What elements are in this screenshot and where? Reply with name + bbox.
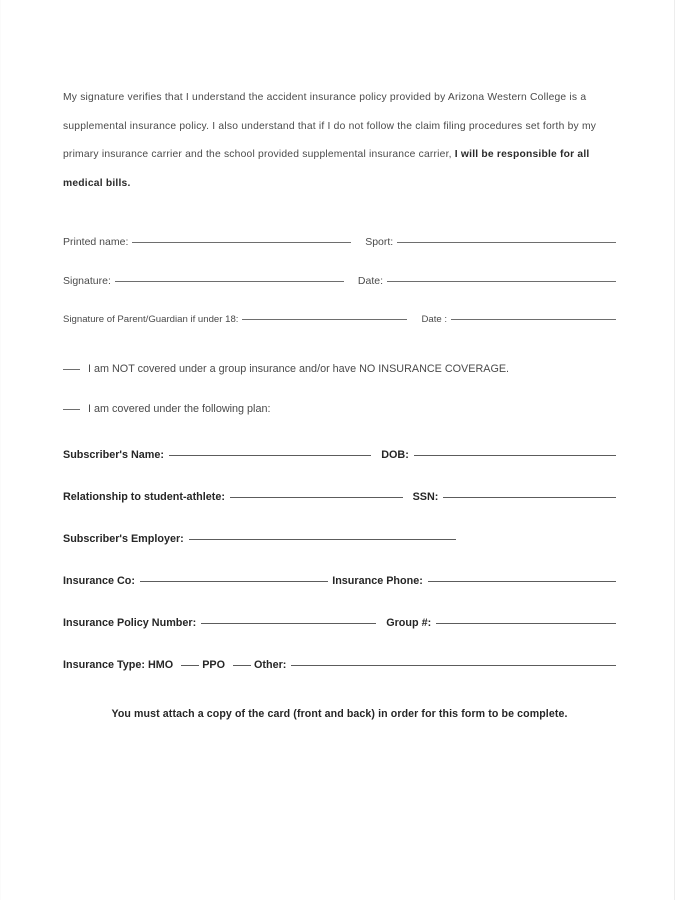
date-label: Date: [357, 275, 383, 287]
parent-signature-row [63, 314, 616, 325]
parent-date-input[interactable] [451, 319, 616, 320]
date-input[interactable] [387, 281, 616, 282]
insurance-phone-label: Insurance Phone: [332, 575, 423, 587]
insurance-co-row [63, 575, 616, 587]
dob-input[interactable] [414, 455, 616, 456]
printed-name-label: Printed name: [63, 236, 129, 248]
covered-label: I am covered under the following plan: [88, 403, 271, 415]
ssn-label: SSN: [412, 491, 439, 503]
insurance-type-label: Insurance Type: HMO [63, 659, 174, 671]
not-covered-checkbox-blank[interactable] [63, 369, 80, 370]
signature-row [63, 275, 616, 287]
coverage-option-not-covered[interactable] [63, 363, 616, 375]
parent-date-label: Date : [421, 314, 448, 325]
signature-input[interactable] [115, 281, 344, 282]
policy-number-input[interactable] [201, 623, 376, 624]
intro-text: My signature verifies that I understand the accident insurance policy provided by Arizona Western College is a supplemental insurance policy. I also understand that if I do not follow the claim filing procedures set forth by my primary insurance carrier and the school provided supplemental insurance carrier, [63, 92, 597, 160]
ppo-checkbox-blank[interactable] [233, 665, 251, 666]
dob-label: DOB: [381, 449, 409, 461]
attachment-note: You must attach a copy of the card (front and back) in order for this form to be complete. [111, 708, 568, 720]
ssn-input[interactable] [443, 497, 616, 498]
printed-name-input[interactable] [132, 242, 351, 243]
coverage-section [63, 363, 616, 415]
insurance-type-row [63, 659, 616, 671]
not-covered-label: I am NOT covered under a group insurance and/or have NO INSURANCE COVERAGE. [88, 363, 510, 375]
subscriber-insurance-section [63, 449, 616, 671]
ppo-label: PPO [202, 659, 226, 671]
employer-label: Subscriber's Employer: [63, 533, 184, 545]
insurance-phone-input[interactable] [428, 581, 616, 582]
employer-input[interactable] [189, 539, 456, 540]
policy-number-row [63, 617, 616, 629]
relationship-row [63, 491, 616, 503]
relationship-input[interactable] [230, 497, 403, 498]
group-number-label: Group #: [386, 617, 432, 629]
parent-signature-input[interactable] [242, 319, 407, 320]
coverage-option-covered[interactable] [63, 403, 616, 415]
subscriber-name-label: Subscriber's Name: [63, 449, 164, 461]
subscriber-name-row [63, 449, 616, 461]
other-type-label: Other: [254, 659, 287, 671]
printed-name-row [63, 236, 616, 248]
covered-checkbox-blank[interactable] [63, 409, 80, 410]
insurance-co-input[interactable] [140, 581, 328, 582]
form-content [63, 84, 616, 720]
relationship-label: Relationship to student-athlete: [63, 491, 225, 503]
employer-row [63, 533, 616, 545]
parent-signature-label: Signature of Parent/Guardian if under 18: [63, 314, 239, 325]
insurance-co-label: Insurance Co: [63, 575, 135, 587]
sport-input[interactable] [397, 242, 616, 243]
intro-paragraph [63, 84, 616, 198]
hmo-checkbox-blank[interactable] [181, 665, 199, 666]
sport-label: Sport: [365, 236, 394, 248]
signature-section [63, 236, 616, 325]
intro-bold-text: I will be responsible for all medical bills. [63, 149, 590, 189]
policy-number-label: Insurance Policy Number: [63, 617, 197, 629]
group-number-input[interactable] [436, 623, 616, 624]
other-type-input[interactable] [291, 665, 616, 666]
subscriber-name-input[interactable] [169, 455, 371, 456]
signature-label: Signature: [63, 275, 111, 287]
